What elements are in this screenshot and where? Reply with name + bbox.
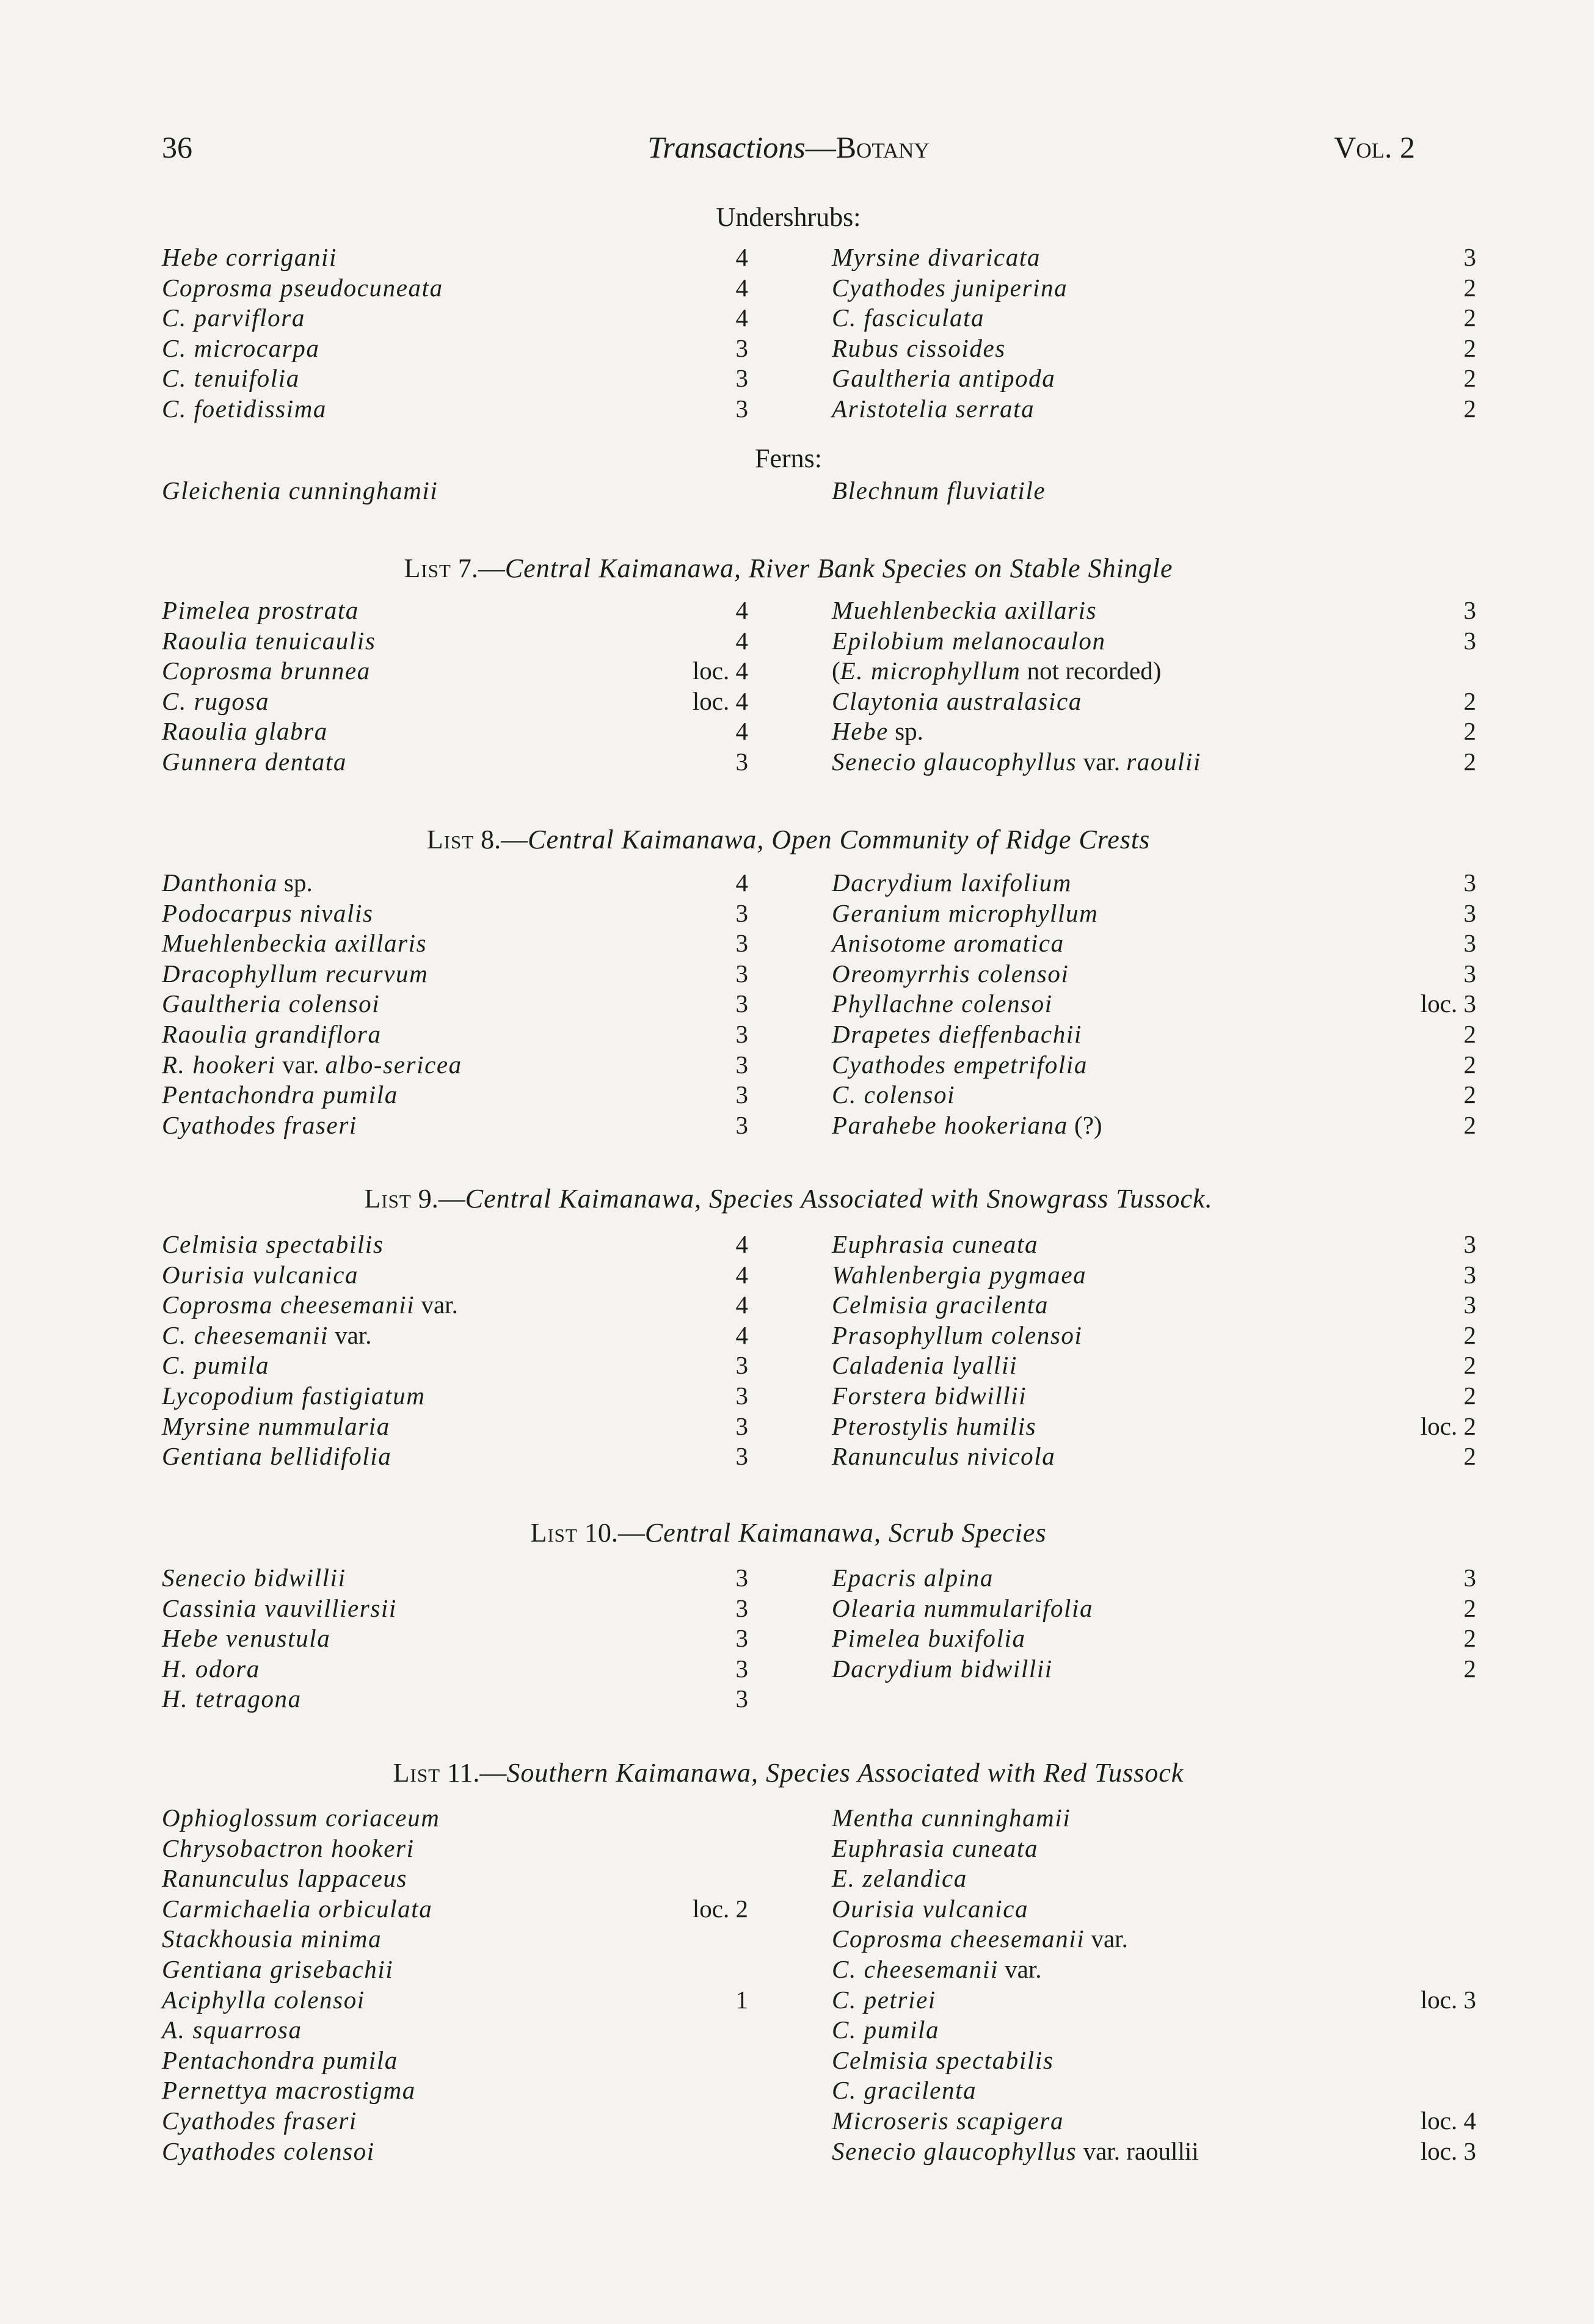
species-row [162,303,1476,333]
species-row [162,242,1476,273]
left-species-name: C. pumila [162,1351,270,1380]
right-species-name: Hebe sp. [832,717,923,746]
left-abundance-value: 3 [735,1442,748,1471]
right-species-name: Aristotelia serrata [832,394,1035,423]
right-abundance-value: 2 [1463,1594,1476,1622]
right-abundance-value: 2 [1463,304,1476,332]
species-row [162,1954,1415,1985]
right-abundance-value: 2 [1463,394,1476,423]
list-11-heading: List 11.—Southern Kaimanawa, Species Associated with Red Tussock [393,1758,1184,1788]
right-species-name: Phyllachne colensoi [832,989,1053,1018]
left-species-name: Cyathodes colensoi [162,2136,375,2165]
species-row [162,868,1476,898]
left-abundance-value: 3 [735,1381,748,1410]
right-species-name: Myrsine divaricata [832,243,1041,271]
left-abundance-value: 4 [735,1320,748,1349]
subheading-undershrubs: Undershrubs: [716,202,861,232]
left-abundance-value: 4 [735,273,748,302]
left-species-name: H. tetragona [162,1685,302,1713]
species-row [162,626,1476,657]
right-species-name: C. fasciculata [832,304,985,332]
left-abundance-value: loc. 4 [692,687,748,715]
right-abundance-value: 2 [1463,333,1476,362]
left-species-name: Raoulia grandiflora [162,1019,382,1048]
species-row [162,1441,1476,1472]
right-species-name: Oreomyrrhis colensoi [832,959,1069,988]
left-species-name: H. odora [162,1654,260,1683]
left-species-name: Coprosma cheesemanii var. [162,1291,458,1319]
left-abundance-value: 4 [735,1291,748,1319]
right-species-name: Geranium microphyllum [832,898,1099,927]
right-abundance-value: 3 [1463,1291,1476,1319]
species-table-list-7 [162,596,1476,778]
left-species-name: Ophioglossum coriaceum [162,1804,440,1832]
left-species-name: C. tenuifolia [162,364,300,393]
right-abundance-value: 3 [1463,869,1476,897]
left-abundance-value: 3 [735,989,748,1018]
left-abundance-value: 3 [735,1412,748,1440]
right-species-name: Cyathodes juniperina [832,273,1068,302]
species-table-list-11 [162,1803,1476,2166]
left-species-name: Gentiana bellidifolia [162,1442,392,1471]
right-species-name: Pterostylis humilis [832,1412,1037,1440]
right-abundance-value: 2 [1463,1442,1476,1471]
right-species-name: Muehlenbeckia axillaris [832,596,1097,624]
species-row [162,333,1476,364]
right-species-name: Euphrasia cuneata [832,1834,1039,1862]
right-species-name: Dacrydium bidwillii [832,1654,1053,1683]
species-row [162,2136,1476,2167]
left-abundance-value: 3 [735,1080,748,1109]
left-abundance-value: 3 [735,364,748,393]
left-abundance-value: 4 [735,1230,748,1258]
right-species-name: Claytonia australasica [832,687,1082,715]
species-row [162,1229,1476,1260]
running-title [162,129,1415,165]
right-species-name: Senecio glaucophyllus var. raoullii [832,2136,1199,2165]
right-species-name: Forstera bidwillii [832,1381,1027,1410]
left-species-name: Ranunculus lappaceus [162,1864,408,1893]
right-abundance-value: 3 [1463,596,1476,624]
left-abundance-value: 3 [735,333,748,362]
list-8-heading: List 8.—Central Kaimanawa, Open Community of Ridge Crests [426,825,1151,854]
right-abundance-value: 2 [1463,1654,1476,1683]
species-row [162,1019,1476,1050]
right-species-name: E. zelandica [832,1864,967,1893]
subheading-ferns: Ferns: [755,443,822,473]
left-abundance-value: 3 [735,1351,748,1380]
left-abundance-value: 4 [735,243,748,271]
left-species-name: Hebe venustula [162,1624,331,1653]
species-table-ferns [162,476,1415,506]
right-species-name: (E. microphyllum not recorded) [832,657,1162,685]
left-species-name: Lycopodium fastigiatum [162,1381,426,1410]
section-name: Botany [835,130,930,164]
right-species-name: Prasophyllum colensoi [832,1320,1083,1349]
right-species-name: C. gracilenta [832,2076,977,2105]
right-abundance-value: 3 [1463,929,1476,958]
left-species-name: C. foetidissima [162,394,327,423]
left-species-name: Dracophyllum recurvum [162,959,429,988]
right-abundance-value: 3 [1463,898,1476,927]
species-row [162,1412,1476,1442]
left-species-name: Gentiana grisebachii [162,1954,394,1983]
left-abundance-value: loc. 2 [692,1894,748,1923]
left-abundance-value: 3 [735,1654,748,1683]
right-abundance-value: 3 [1463,1230,1476,1258]
left-species-name: Podocarpus nivalis [162,898,374,927]
species-row [162,1654,1476,1685]
species-table-list-10 [162,1563,1476,1714]
species-table-undershrubs [162,242,1476,424]
species-table-list-9 [162,1229,1476,1472]
right-species-name: C. colensoi [832,1080,956,1109]
left-species-name: C. microcarpa [162,333,320,362]
left-species-name: Pentachondra pumila [162,2045,398,2074]
species-row [162,1924,1415,1954]
species-row [162,1684,1415,1714]
species-row [162,596,1476,626]
list-10-heading: List 10.—Central Kaimanawa, Scrub Species [530,1518,1047,1548]
right-abundance-value: 2 [1463,1110,1476,1139]
left-species-name: Carmichaelia orbiculata [162,1894,433,1923]
right-species-name: Microseris scapigera [832,2106,1064,2135]
right-species-name: C. pumila [832,2016,940,2044]
right-species-name: Drapetes dieffenbachii [832,1019,1082,1048]
left-abundance-value: loc. 4 [692,657,748,685]
species-row [162,1080,1476,1110]
species-row [162,1803,1415,1834]
left-species-name: Muehlenbeckia axillaris [162,929,428,958]
title-dash: — [805,130,836,164]
left-abundance-value: 3 [735,929,748,958]
species-row [162,1985,1476,2016]
species-row [162,1623,1476,1654]
right-abundance-value: 2 [1463,364,1476,393]
right-species-name: Mentha cunninghamii [832,1804,1071,1832]
right-abundance-value: 2 [1463,717,1476,746]
species-row [162,2075,1415,2106]
right-species-name: Blechnum fluviatile [832,476,1046,505]
running-header [162,129,1415,173]
right-species-name: C. petriei [832,1985,936,2014]
species-row [162,2015,1415,2045]
right-abundance-value: 3 [1463,243,1476,271]
right-species-name: Ourisia vulcanica [832,1894,1029,1923]
left-species-name: Raoulia tenuicaulis [162,626,376,655]
right-species-name: Ranunculus nivicola [832,1442,1056,1471]
right-species-name: Dacrydium laxifolium [832,869,1072,897]
right-abundance-value: 2 [1463,1019,1476,1048]
right-species-name: Gaultheria antipoda [832,364,1056,393]
left-abundance-value: 1 [735,1985,748,2014]
right-abundance-value: loc. 3 [1420,1985,1476,2014]
right-abundance-value: 2 [1463,687,1476,715]
right-species-name: Caladenia lyallii [832,1351,1017,1380]
right-abundance-value: 3 [1463,1564,1476,1592]
left-species-name: Cassinia vauvilliersii [162,1594,397,1622]
right-abundance-value: 2 [1463,1381,1476,1410]
right-species-name: Coprosma cheesemanii var. [832,1925,1128,1953]
left-species-name: Hebe corriganii [162,243,338,271]
species-row [162,959,1476,989]
species-row [162,394,1476,424]
right-abundance-value: 3 [1463,1260,1476,1289]
right-species-name: Rubus cissoides [832,333,1006,362]
left-species-name: Pernettya macrostigma [162,2076,416,2105]
left-abundance-value: 4 [735,304,748,332]
left-species-name: C. parviflora [162,304,305,332]
species-row [162,1050,1476,1080]
species-row [162,928,1476,959]
species-table-list-8 [162,868,1476,1140]
right-species-name: C. cheesemanii var. [832,1954,1042,1983]
left-species-name: Aciphylla colensoi [162,1985,365,2014]
species-row [162,1894,1415,1925]
species-row [162,476,1415,506]
right-abundance-value: 2 [1463,1351,1476,1380]
page-number: 36 [162,130,192,164]
species-row [162,656,1415,687]
left-species-name: Gaultheria colensoi [162,989,380,1018]
right-abundance-value: loc. 3 [1420,2136,1476,2165]
left-species-name: Celmisia spectabilis [162,1230,384,1258]
left-abundance-value: 4 [735,1260,748,1289]
right-species-name: Epacris alpina [832,1564,994,1592]
right-species-name: Epilobium melanocaulon [832,626,1106,655]
species-row [162,1594,1476,1624]
right-abundance-value: 2 [1463,1624,1476,1653]
volume-label: Vol. 2 [1334,130,1415,164]
species-row [162,363,1476,394]
left-species-name: Cyathodes fraseri [162,2106,357,2135]
right-species-name: Olearia nummularifolia [832,1594,1094,1622]
species-row [162,989,1476,1019]
left-species-name: Myrsine nummularia [162,1412,390,1440]
right-species-name: Pimelea buxifolia [832,1624,1026,1653]
right-abundance-value: 2 [1463,747,1476,776]
species-row [162,1834,1415,1864]
left-abundance-value: 3 [735,1019,748,1048]
left-abundance-value: 3 [735,747,748,776]
right-species-name: Parahebe hookeriana (?) [832,1110,1102,1139]
left-species-name: Gleichenia cunninghamii [162,476,439,505]
left-abundance-value: 4 [735,869,748,897]
left-species-name: Coprosma pseudocuneata [162,273,443,302]
left-species-name: Cyathodes fraseri [162,1110,357,1139]
left-abundance-value: 3 [735,898,748,927]
right-abundance-value: loc. 4 [1420,2106,1476,2135]
left-species-name: Danthonia sp. [162,869,313,897]
species-row [162,747,1476,778]
left-abundance-value: 4 [735,626,748,655]
right-abundance-value: 2 [1463,1320,1476,1349]
list-7-heading: List 7.—Central Kaimanawa, River Bank Species on Stable Shingle [404,553,1173,583]
right-abundance-value: loc. 2 [1420,1412,1476,1440]
right-abundance-value: 2 [1463,1080,1476,1109]
left-species-name: R. hookeri var. albo-sericea [162,1050,462,1079]
right-abundance-value: loc. 3 [1420,989,1476,1018]
left-species-name: Ourisia vulcanica [162,1260,359,1289]
left-abundance-value: 3 [735,1564,748,1592]
right-abundance-value: 2 [1463,273,1476,302]
left-species-name: Raoulia glabra [162,717,328,746]
left-abundance-value: 3 [735,959,748,988]
left-species-name: Pentachondra pumila [162,1080,398,1109]
species-row [162,1563,1476,1594]
left-abundance-value: 3 [735,1624,748,1653]
left-species-name: Gunnera dentata [162,747,347,776]
left-species-name: A. squarrosa [162,2016,302,2044]
left-species-name: Chrysobactron hookeri [162,1834,415,1862]
left-abundance-value: 4 [735,596,748,624]
species-row [162,687,1476,717]
left-abundance-value: 3 [735,1050,748,1079]
species-row [162,898,1476,929]
left-abundance-value: 3 [735,1110,748,1139]
species-row [162,1260,1476,1291]
species-row [162,2106,1476,2136]
species-row [162,273,1476,304]
right-abundance-value: 3 [1463,626,1476,655]
species-row [162,1320,1476,1351]
left-abundance-value: 4 [735,717,748,746]
left-species-name: C. cheesemanii var. [162,1320,372,1349]
journal-name: Transactions [647,130,806,164]
species-row [162,1350,1476,1381]
right-species-name: Senecio glaucophyllus var. raoulii [832,747,1202,776]
species-row [162,1290,1476,1320]
species-row [162,1863,1415,1894]
left-abundance-value: 3 [735,394,748,423]
right-species-name: Euphrasia cuneata [832,1230,1039,1258]
species-row [162,716,1476,747]
right-species-name: Cyathodes empetrifolia [832,1050,1088,1079]
left-species-name: Stackhousia minima [162,1925,382,1953]
right-species-name: Anisotome aromatica [832,929,1064,958]
species-row [162,1381,1476,1412]
species-row [162,1110,1476,1141]
right-species-name: Wahlenbergia pygmaea [832,1260,1087,1289]
right-species-name: Celmisia spectabilis [832,2045,1054,2074]
left-species-name: Senecio bidwillii [162,1564,346,1592]
right-abundance-value: 3 [1463,959,1476,988]
left-abundance-value: 3 [735,1685,748,1713]
right-species-name: Celmisia gracilenta [832,1291,1049,1319]
list-9-heading: List 9.—Central Kaimanawa, Species Associated with Snowgrass Tussock. [364,1184,1213,1214]
species-row [162,2045,1415,2076]
right-abundance-value: 2 [1463,1050,1476,1079]
left-species-name: Pimelea prostrata [162,596,359,624]
left-species-name: Coprosma brunnea [162,657,371,685]
left-species-name: C. rugosa [162,687,270,715]
left-abundance-value: 3 [735,1594,748,1622]
